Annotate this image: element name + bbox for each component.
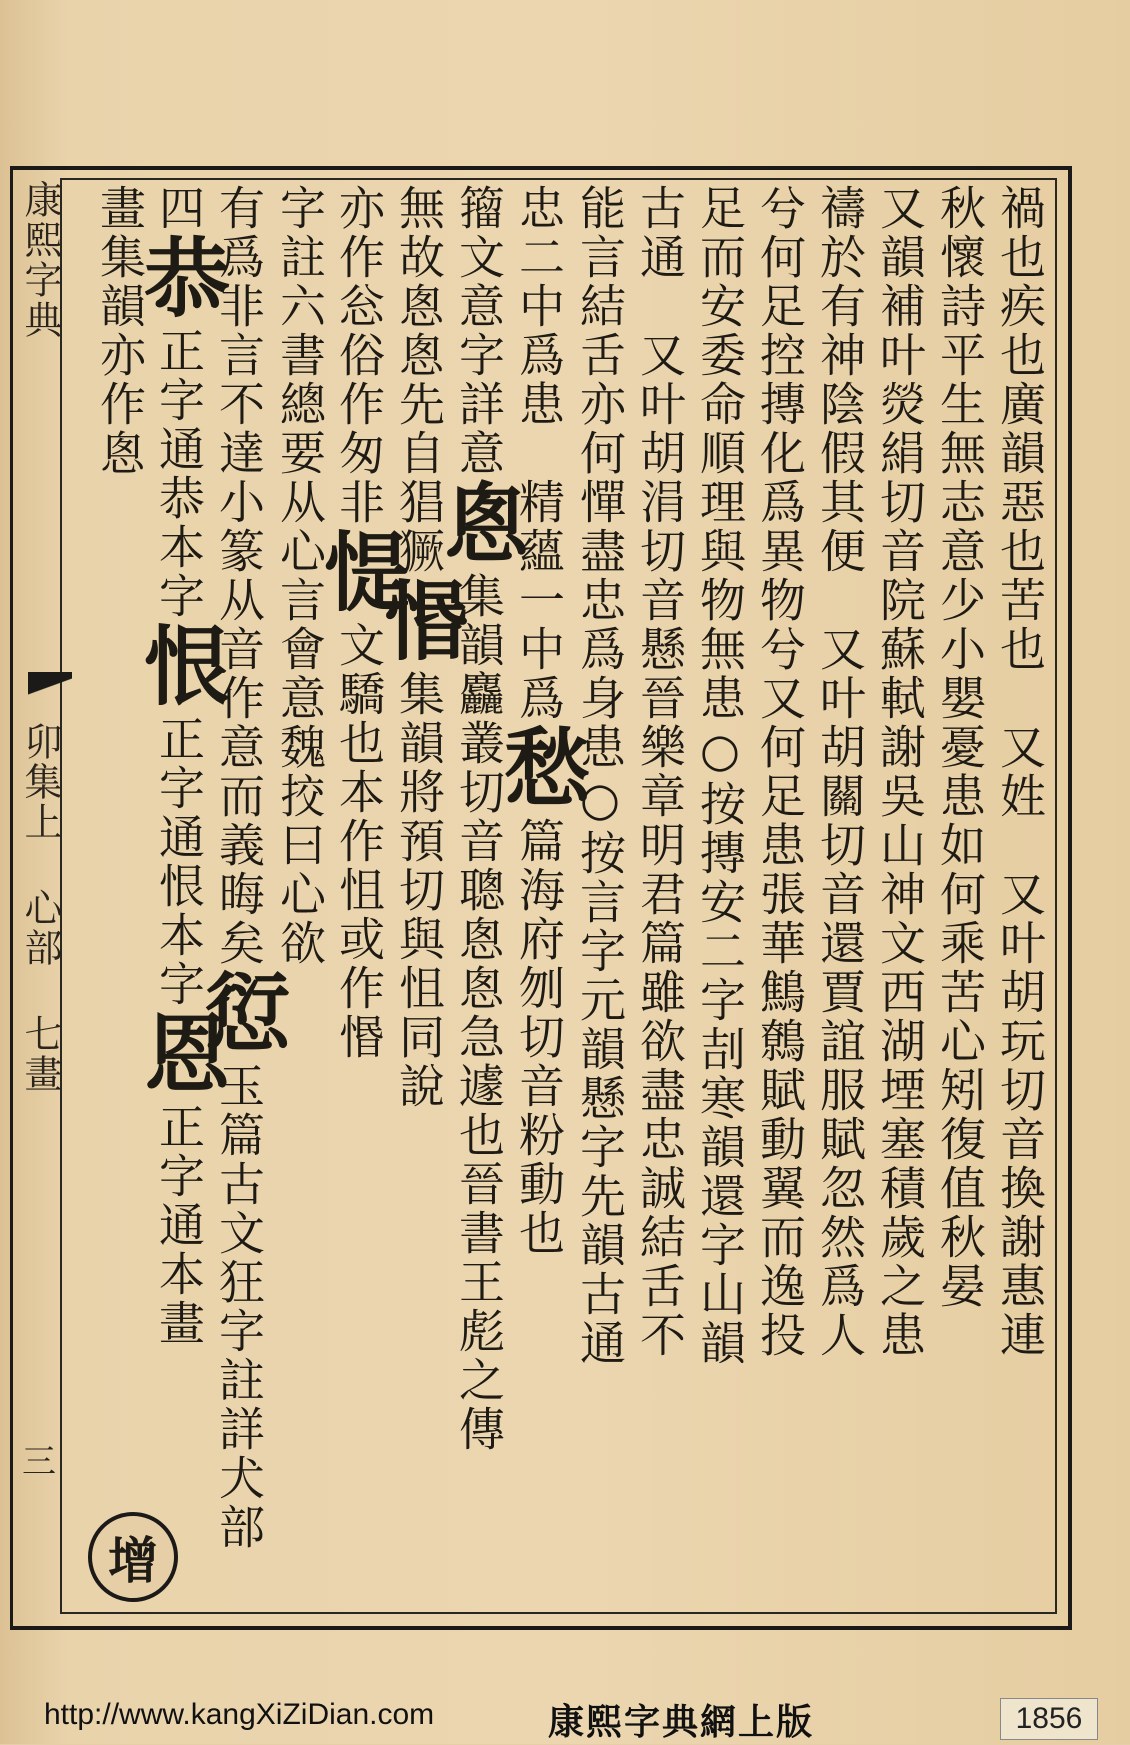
headword: 惿 [309, 527, 410, 621]
text-column: 禱於有神陰假其便 又叶胡關切音還賈誼服賦忽然爲人 [813, 184, 867, 1360]
text-columns [68, 184, 1048, 1604]
headword: 惽 [369, 576, 470, 670]
text-column: 籀文意字詳意悤集韻麤叢切音聰悤悤急遽也晉書王彪之傳 [429, 184, 530, 1454]
text-column: 兮何足控摶化爲異物兮又何足患張華鷦鷯賦動翼而逸投 [753, 184, 807, 1360]
text-column: 有爲非言不達小篆从音作意而義晦矣愆玉篇古文狂字註詳犬部 [189, 184, 290, 1552]
footer-bar [0, 1690, 1130, 1744]
text-column: 無故悤悤先自猖獗惽集韻將預切與怚同說 [369, 184, 470, 1111]
text-column: 古通 又叶胡涓切音懸晉樂章明君篇雖欲盡忠誠結舌不 [633, 184, 687, 1360]
page-number-box: 1856 [1000, 1698, 1098, 1740]
headword: 恨 [129, 621, 230, 715]
headword: 愆 [189, 968, 290, 1062]
text-column: 畫集韻亦作悤 [93, 184, 147, 478]
text-column: 足而安委命順理與物無患○按摶安二字㓤寒韻還字山韻 [693, 184, 747, 1368]
text-column: 字註六書總要从心言會意魏挍曰心欲 [273, 184, 327, 968]
headword: 愁 [489, 723, 590, 817]
text-column: 忠二中爲患 精蘊一中爲愁篇海府刎切音粉動也 [489, 184, 590, 1258]
fish-tail-mark [28, 672, 72, 702]
book-title: 康熙字典 [18, 180, 62, 340]
text-column: 禍也疾也廣韻惡也苦也 又姓 又叶胡玩切音換謝惠連 [993, 184, 1047, 1360]
headword: 恩 [129, 1009, 230, 1103]
site-url-link[interactable]: http://www.kangXiZiDian.com [44, 1698, 435, 1731]
headword: 恭 [129, 233, 230, 327]
headword: 悤 [429, 478, 530, 572]
text-column: 四恭正字通恭本字恨正字通恨本字恩正字通本畫 [129, 184, 230, 1348]
supplement-stamp: 增 [88, 1512, 178, 1602]
text-column: 亦作忩俗作匆非惿文驕也本作怚或作惽 [309, 184, 410, 1062]
text-column: 能言結舌亦何憚盡忠爲身患○按言字元韻懸字先韻古通 [573, 184, 627, 1368]
folio-number: 三 [22, 1442, 56, 1482]
text-column: 又韻補叶熒絹切音院蘇軾謝吳山神文西湖堙塞積歲之患 [873, 184, 927, 1360]
section-label: 卯集上 心部 七畫 [18, 722, 62, 1094]
text-column: 秋懷詩平生無志意少小嬰憂患如何乘苦心矧復值秋晏 [933, 184, 987, 1311]
fold-margin [14, 172, 64, 1618]
site-title: 康熙字典網上版 [548, 1702, 815, 1743]
